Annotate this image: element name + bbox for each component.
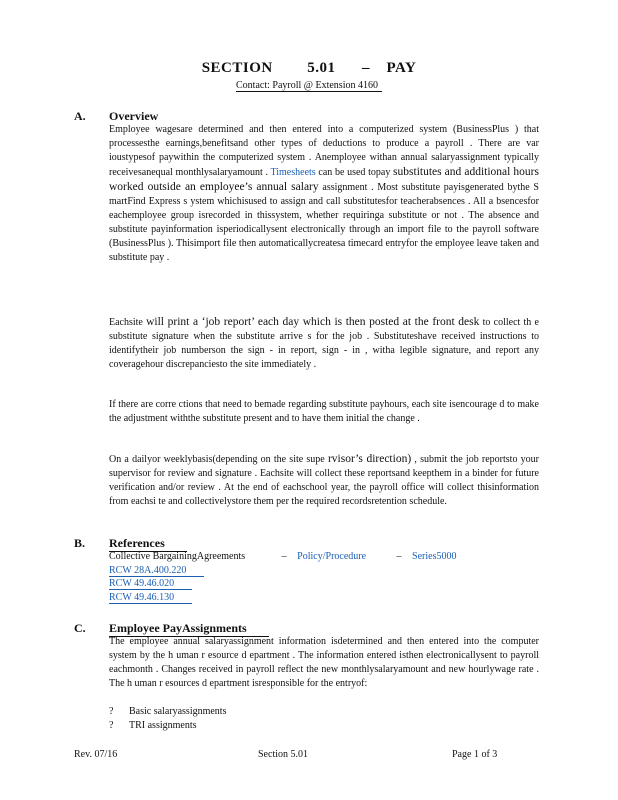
overview-paragraph-4 xyxy=(109,452,539,509)
agreements-text: Collective BargainingAgreements xyxy=(109,551,246,562)
section-c-heading: Employee PayAssignments xyxy=(109,621,269,637)
overview-p4-text-a: On a dailyor weeklybasis(depending on the site supe xyxy=(109,454,328,465)
contact-line xyxy=(0,80,618,91)
bullet-text: Basic salaryassignments xyxy=(129,706,227,717)
overview-p4-text-b: , submit the job reportsto your supervisor for review and signature . Eachsite will collect these reportsand keepthem in a binder for future verification and/or review . At the end of eachschool year, the payroll office will collect thisinformation from eachsi te and collectivelystore them per the required recordsretention schedule. xyxy=(109,454,539,507)
timesheets-link[interactable]: Timesheets xyxy=(270,167,316,178)
overview-p4-text-large: rvisor’s direction) xyxy=(327,453,412,465)
overview-p2-text-large: will print a ‘job report’ each day which is then posted at the front desk xyxy=(146,316,480,328)
section-a-letter: A. xyxy=(74,109,86,123)
contact-text: Contact: Payroll @ Extension 4160 xyxy=(236,80,382,92)
pay-assignments-paragraph: The employee annual salaryassignment information isdetermined and then entered into the computer system by the h uman r esource d epartment . The information entered isthen electronicallysent to payroll eachmonth . Changes received in payroll reflect the new monthlysalaryamount and new hourlywage rate . The h uman r esources d epartment isresponsible for the entryof: xyxy=(109,636,539,689)
section-number: 5.01 xyxy=(307,60,336,76)
policy-procedure-link[interactable]: Policy/Procedure xyxy=(297,551,367,562)
page-title xyxy=(0,60,618,77)
section-label: SECTION xyxy=(201,60,273,76)
bullet-text: TRI assignments xyxy=(129,720,197,731)
footer-page-number: Page 1 of 3 xyxy=(452,749,498,760)
overview-p2-text-b: to collect th e substitute signature when the substitute arrive s for the job . Substituteshave received instructions to identifytheir job numberson the sign - in report, sign - in , witha legible signature, and report any coveragehour discrepanciesto the site immediately . xyxy=(109,317,539,370)
ref-dash-2: – xyxy=(396,551,402,562)
ref-dash-1: – xyxy=(281,551,287,562)
rcw-49-46-130-link[interactable]: RCW 49.46.130 xyxy=(109,592,192,604)
rcw-49-46-020-link[interactable]: RCW 49.46.020 xyxy=(109,578,192,590)
section-a-heading: Overview xyxy=(109,109,159,123)
rcw-28a-400-220-link[interactable]: RCW 28A.400.220 xyxy=(109,565,204,577)
overview-p2-text-a: Eachsite xyxy=(109,317,147,328)
overview-p1-text-a: Employee wagesare determined and then entered into a computerized system (BusinessPlus ) that processesthe earnings,benefitsand other types of deductions to produce a payroll . There are var ioustypesof paywithin the computerized system . Anemployee withan annual salaryassignment typically receivesanequal monthlysalaryamount . xyxy=(109,124,539,178)
overview-paragraph-3: If there are corre ctions that need to bemade regarding substitute payhours, each site isencourage d to make the adjustment withthe substitute present and to have them initial the change . xyxy=(109,399,539,424)
footer-section: Section 5.01 xyxy=(258,749,308,760)
section-b-letter: B. xyxy=(74,536,86,550)
section-b-heading: References xyxy=(109,536,187,552)
overview-paragraph-1 xyxy=(109,123,539,265)
overview-paragraph-2 xyxy=(109,315,539,372)
list-item xyxy=(109,719,226,733)
list-item xyxy=(109,705,226,719)
pay-assignments-bullets xyxy=(109,705,226,733)
overview-p1-text-large: substitutes and additional hours worked outside an employee’s annual salary xyxy=(109,166,539,193)
series-5000-link[interactable]: Series5000 xyxy=(412,551,457,562)
title-dash: – xyxy=(361,60,370,76)
footer-revision: Rev. 07/16 xyxy=(74,749,118,760)
references-list xyxy=(109,550,549,604)
overview-p1-text-c: assignment . Most substitute payisgenerated bythe S martFind Express s ystem whichisused to assign and call substitutesfor teacherabsences . All a bsencesfor eachemployee group isrecorded in thissystem, whether requiringa substitute or not . The absence and substitute payinformation isperiodicallysent electronically through an import file to the payroll software (BusinessPlus ). Thisimport file then automaticallycreatesa timecard entryfor the employee leave taken and substitute pay . xyxy=(109,182,539,263)
references-row-agreements xyxy=(109,550,549,564)
bullet-marker: ? xyxy=(109,706,114,717)
section-name: PAY xyxy=(386,60,417,76)
bullet-marker: ? xyxy=(109,720,114,731)
section-c-letter: C. xyxy=(74,621,86,635)
overview-p1-text-b: can be used topay xyxy=(315,167,394,178)
